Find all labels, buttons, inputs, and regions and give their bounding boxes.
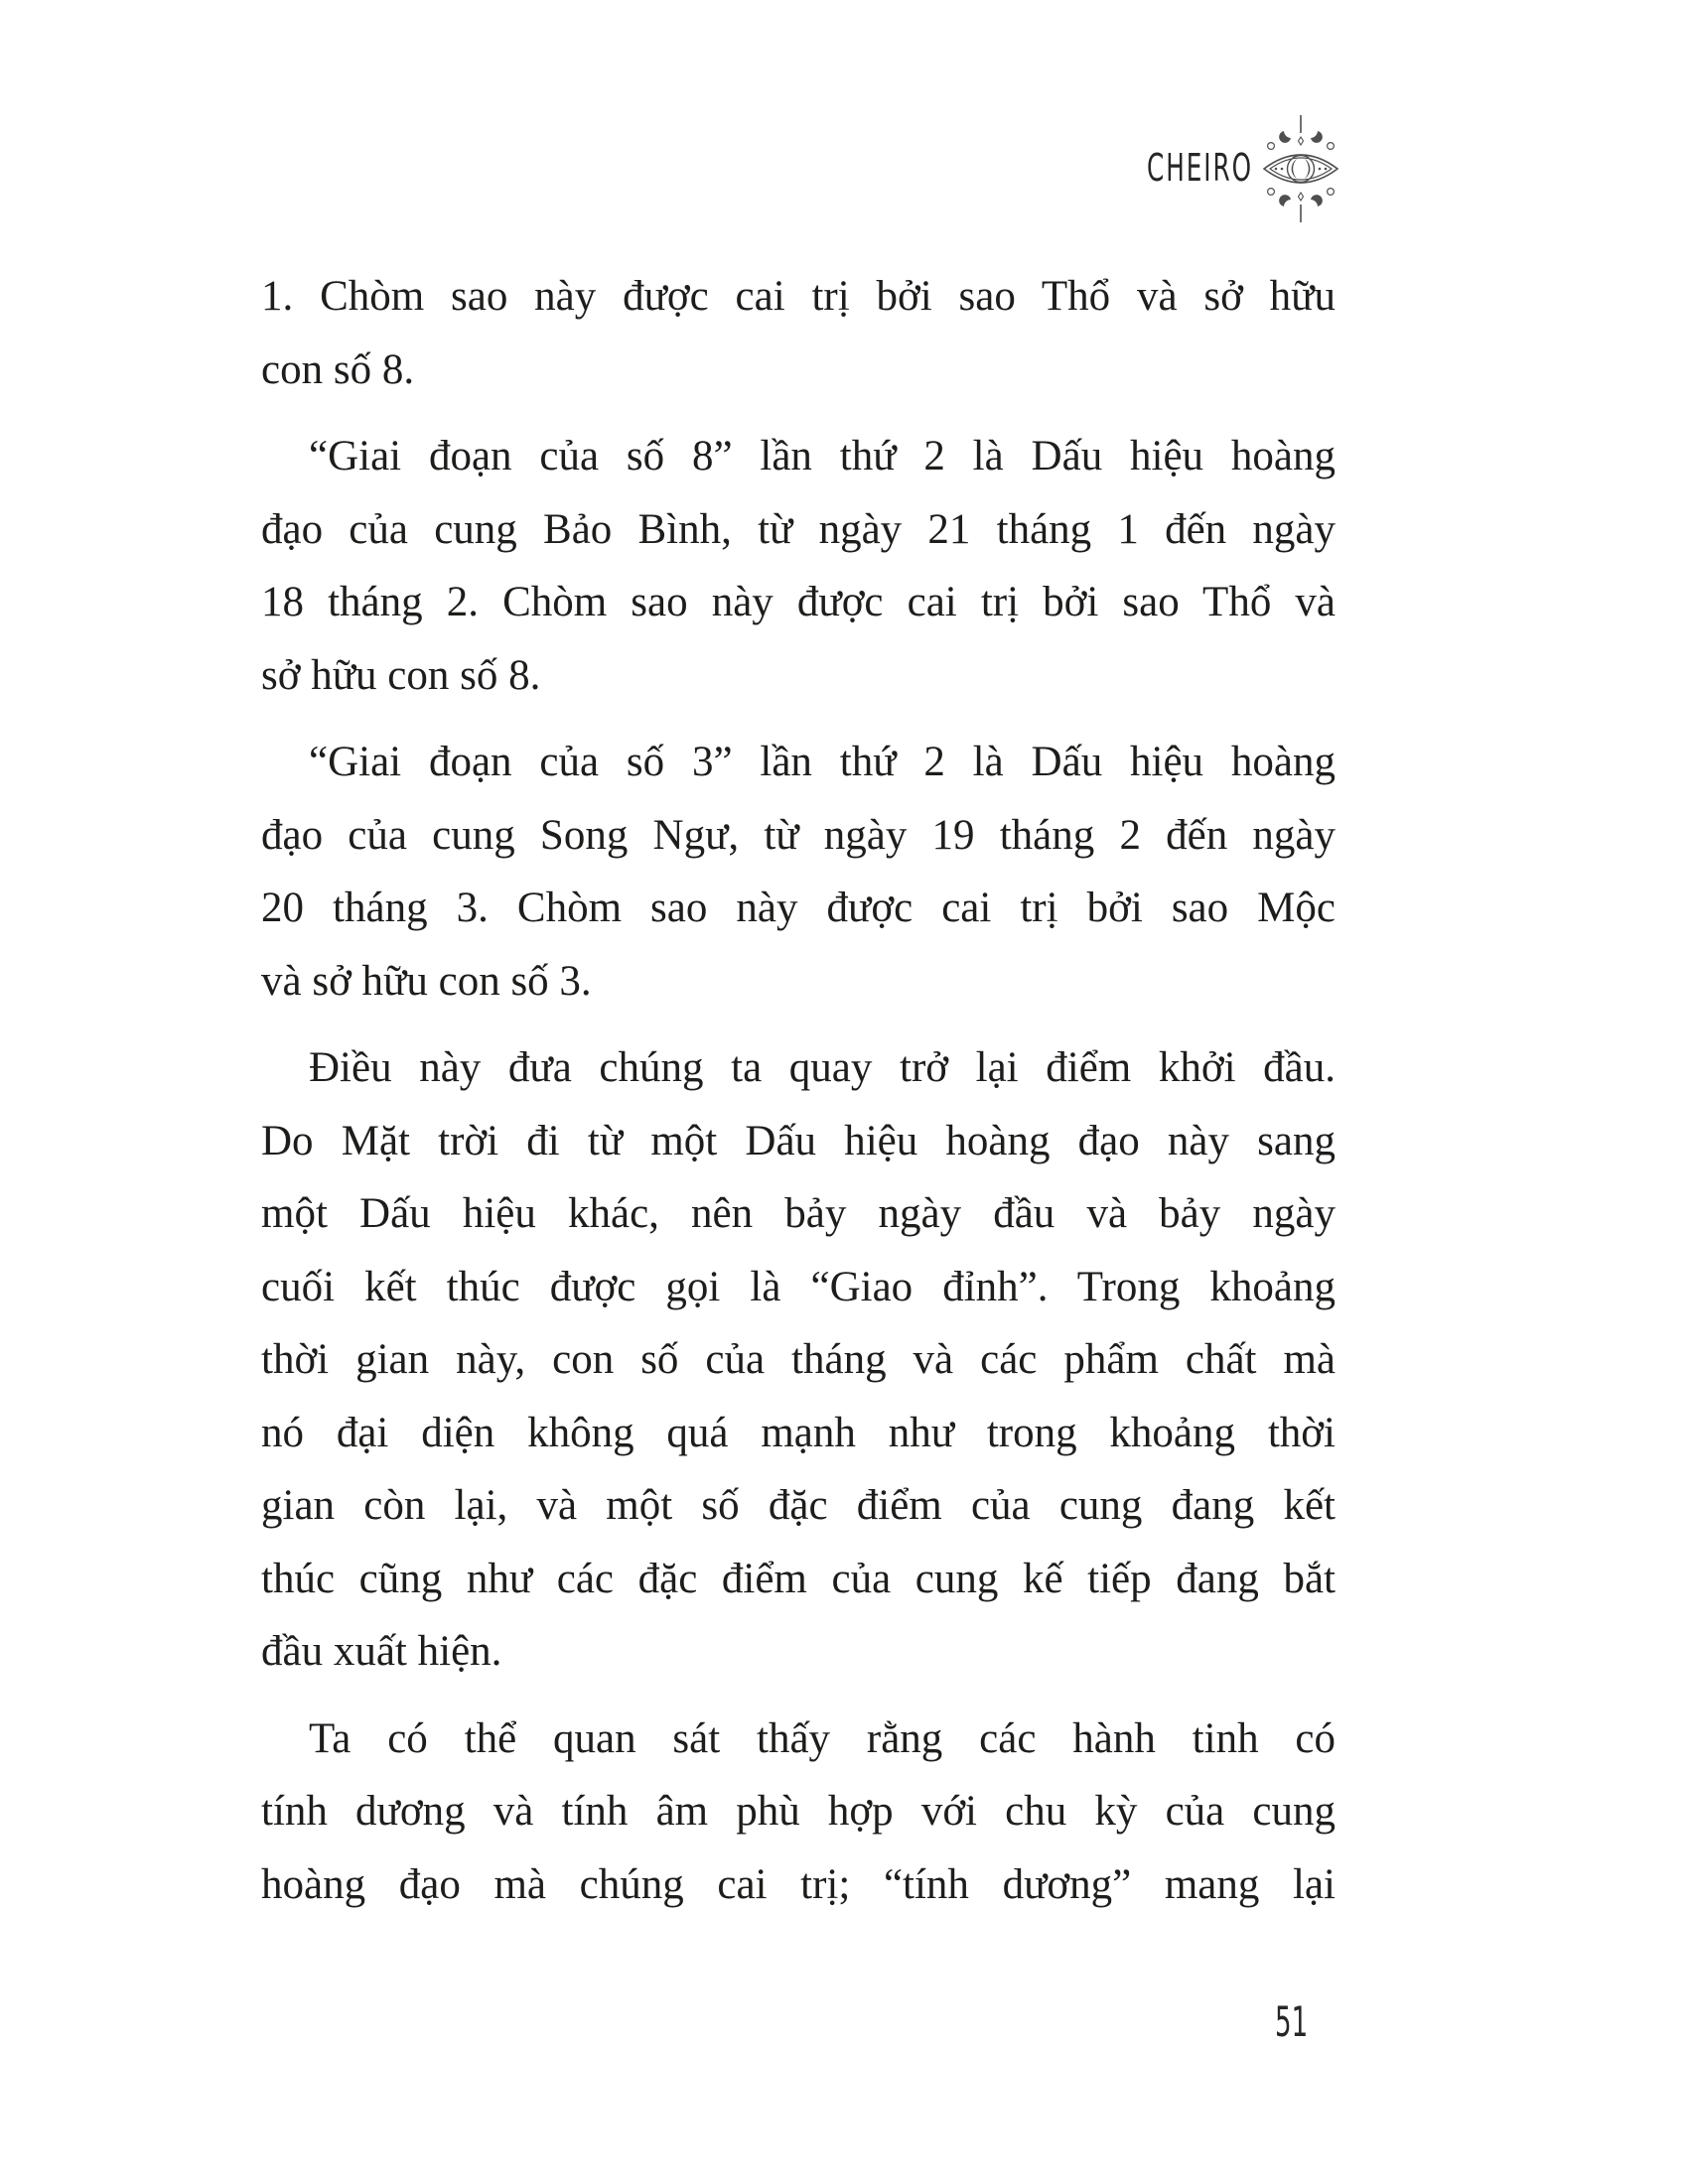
text-line: thời gian này, con số của tháng và các phẩm chất mà: [261, 1336, 1336, 1383]
text-line: Ta có thể quan sát thấy rằng các hành tinh có: [309, 1714, 1336, 1762]
text-line: tính dương và tính âm phù hợp với chu kỳ của cung: [261, 1788, 1336, 1835]
paragraph: [261, 726, 1336, 1018]
text-line: 1. Chòm sao này được cai trị bởi sao Thổ và sở hữu: [261, 273, 1336, 320]
text-line: đạo của cung Bảo Bình, từ ngày 21 tháng 1 đến ngày: [261, 505, 1336, 553]
paragraph: [261, 260, 1336, 406]
mystic-eye-icon: [1255, 113, 1346, 229]
text-line: đầu xuất hiện.: [261, 1628, 502, 1675]
text-line: và sở hữu con số 3.: [261, 957, 592, 1005]
paragraph: [261, 420, 1336, 712]
text-line: đạo của cung Song Ngư, từ ngày 19 tháng 2 đến ngày: [261, 811, 1336, 859]
text-line: sở hữu con số 8.: [261, 651, 541, 699]
text-line: hoàng đạo mà chúng cai trị; “tính dương” mang lại: [261, 1860, 1336, 1908]
text-line: một Dấu hiệu khác, nên bảy ngày đầu và bảy ngày: [261, 1190, 1336, 1237]
text-line: nó đại diện không quá mạnh như trong khoảng thời: [261, 1409, 1336, 1456]
text-line: “Giai đoạn của số 8” lần thứ 2 là Dấu hiệu hoàng: [309, 433, 1336, 479]
paragraph: [261, 1031, 1336, 1689]
header-title: CHEIRO: [1147, 146, 1254, 190]
text-line: 20 tháng 3. Chòm sao này được cai trị bởi sao Mộc: [261, 885, 1336, 931]
text-line: Do Mặt trời đi từ một Dấu hiệu hoàng đạo này sang: [261, 1117, 1336, 1164]
text-line: con số 8.: [261, 345, 415, 393]
text-line: “Giai đoạn của số 3” lần thứ 2 là Dấu hiệu hoàng: [309, 739, 1336, 785]
paragraph: [261, 1703, 1336, 1922]
page-number: 51: [1275, 1997, 1309, 2046]
text-line: cuối kết thúc được gọi là “Giao đỉnh”. Trong khoảng: [261, 1263, 1336, 1310]
text-line: Điều này đưa chúng ta quay trở lại điểm khởi đầu.: [309, 1044, 1336, 1091]
text-line: thúc cũng như các đặc điểm của cung kế tiếp đang bắt: [261, 1555, 1336, 1602]
text-line: gian còn lại, và một số đặc điểm của cung đang kết: [261, 1482, 1336, 1529]
text-line: 18 tháng 2. Chòm sao này được cai trị bởi sao Thổ và: [261, 579, 1336, 625]
page-body-text: [261, 260, 1336, 1935]
